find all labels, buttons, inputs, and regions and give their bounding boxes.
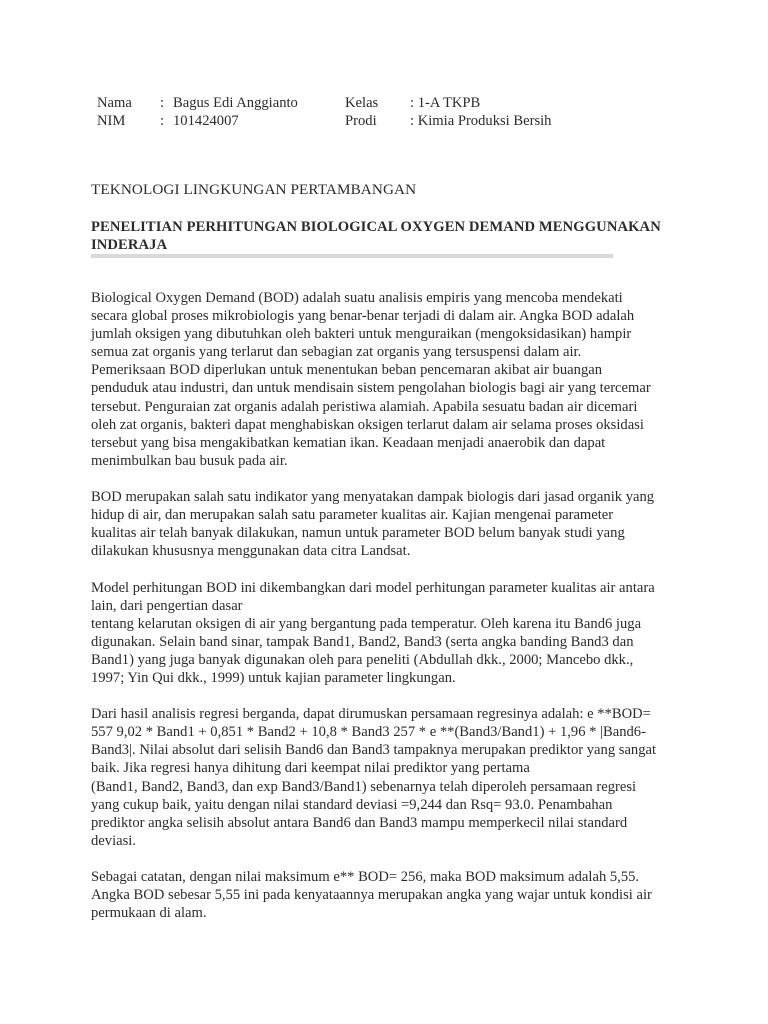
paragraph-line: kualitas air telah banyak dilakukan, namun untuk parameter BOD belum banyak studi yang [91, 525, 625, 542]
class-value: : 1-A TKPB [410, 95, 481, 111]
nim-value: 101424007 [173, 113, 239, 129]
document-title [91, 219, 691, 254]
class-label: Kelas [345, 95, 379, 111]
name-colon: : [160, 95, 165, 111]
paragraph-line: BOD merupakan salah satu indikator yang menyatakan dampak biologis dari jasad organik yang [91, 489, 655, 506]
paragraph-line: Sebagai catatan, dengan nilai maksimum e** BOD= 256, maka BOD maksimum adalah 5,55. [91, 869, 640, 885]
body-paragraph [91, 705, 691, 850]
paragraph-line: tentang kelarutan oksigen di air yang bergantung pada temperatur. Oleh karena itu Band6 juga [91, 615, 642, 632]
paragraph-line: baik. Jika regresi hanya dihitung dari keempat nilai prediktor yang pertama [91, 760, 530, 777]
paragraph-line: tersebut. Penguraian zat organis adalah peristiwa alamiah. Apabila sesuatu badan air dicemari [91, 398, 638, 415]
paragraph-line: deviasi. [91, 832, 136, 849]
document-title-line: INDERAJA [91, 236, 168, 253]
body-paragraph [91, 579, 691, 688]
program-value: : Kimia Produksi Bersih [410, 113, 552, 129]
paragraph-line: hidup di air, dan merupakan salah satu parameter kualitas air. Kajian mengenai parameter [91, 507, 614, 524]
paragraph-line: Pemeriksaan BOD diperlukan untuk menentukan beban pencemaran akibat air buangan [91, 362, 603, 379]
paragraph-line: digunakan. Selain band sinar, tampak Band1, Band2, Band3 (serta angka banding Band3 dan [91, 633, 634, 650]
paragraph-line: menimbulkan bau busuk pada air. [91, 452, 288, 469]
document-title-line: PENELITIAN PERHITUNGAN BIOLOGICAL OXYGEN DEMAND MENGGUNAKAN [91, 219, 661, 235]
paragraph-line: Dari hasil analisis regresi berganda, dapat dirumuskan persamaan regresinya adalah: e **BOD= [91, 706, 651, 723]
body-paragraph [91, 289, 691, 470]
paragraph-line: Band1) yang juga banyak digunakan oleh para peneliti (Abdullah dkk., 2000; Mancebo dkk., [91, 651, 634, 668]
paragraph-line: prediktor angka selisih absolut antara Band6 dan Band3 mampu memperkecil nilai standard [91, 814, 628, 831]
paragraph-line: permukaan di alam. [91, 905, 207, 922]
section-title: TEKNOLOGI LINGKUNGAN PERTAMBANGAN [91, 181, 417, 198]
nim-label: NIM [97, 113, 126, 129]
nim-colon: : [160, 113, 165, 129]
paragraph-line: secara global proses mikrobiologis yang benar-benar terjadi di dalam air. Angka BOD adalah [91, 308, 635, 325]
name-label: Nama [97, 95, 132, 111]
paragraph-line: Model perhitungan BOD ini dikembangkan dari model perhitungan parameter kualitas air antara [91, 579, 655, 596]
paragraph-line: oleh zat organis, bakteri dapat menghabiskan oksigen terlarut dalam air selama proses oksidasi [91, 416, 644, 433]
paragraph-line: Biological Oxygen Demand (BOD) adalah suatu analisis empiris yang mencoba mendekati [91, 290, 623, 306]
body-paragraph [91, 868, 691, 922]
title-underline [91, 254, 613, 258]
paragraph-line: lain, dari pengertian dasar [91, 597, 243, 614]
program-label: Prodi [345, 113, 377, 129]
paragraph-line: yang cukup baik, yaitu dengan nilai standard deviasi =9,244 dan Rsq= 93.0. Penambahan [91, 796, 613, 813]
paragraph-line: tersebut yang bisa mengakibatkan kematian ikan. Keadaan menjadi anaerobik dan dapat [91, 434, 606, 451]
paragraph-line: (Band1, Band2, Band3, dan exp Band3/Band1) sebenarnya telah diperoleh persamaan regresi [91, 778, 637, 795]
paragraph-line: 1997; Yin Qui dkk., 1999) untuk kajian parameter lingkungan. [91, 669, 456, 686]
paragraph-line: penduduk atau industri, dan untuk mendisain sistem pengolahan biologis bagi air yang tercemar [91, 380, 651, 397]
paragraph-line: 557 9,02 * Band1 + 0,851 * Band2 + 10,8 * Band3 257 * e **(Band3/Band1) + 1,96 * |Band6- [91, 724, 646, 741]
paragraph-line: Angka BOD sebesar 5,55 ini pada kenyataannya merupakan angka yang wajar untuk kondisi air [91, 887, 652, 904]
name-value: Bagus Edi Anggianto [173, 95, 298, 111]
paragraph-line: jumlah oksigen yang dibutuhkan oleh bakteri untuk menguraikan (mengoksidasikan) hampir [91, 326, 632, 343]
body-text [91, 289, 691, 940]
paragraph-line: Band3|. Nilai absolut dari selisih Band6 dan Band3 tampaknya merupakan prediktor yang sangat [91, 742, 657, 759]
paragraph-line: dilakukan khususnya menggunakan data citra Landsat. [91, 543, 411, 560]
paragraph-line: semua zat organis yang terlarut dan sebagian zat organis yang tersuspensi dalam air. [91, 344, 582, 361]
body-paragraph [91, 488, 691, 560]
